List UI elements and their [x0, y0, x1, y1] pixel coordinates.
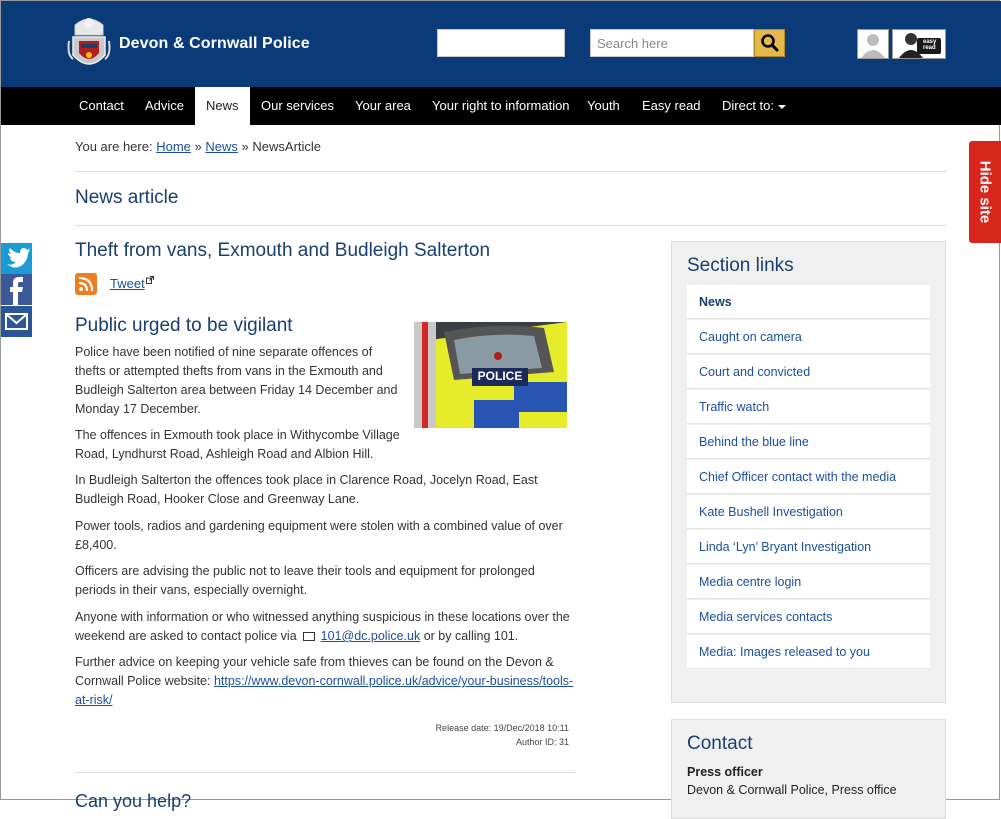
section-link-traffic-watch[interactable]: Traffic watch: [687, 390, 930, 424]
rss-feed-button[interactable]: [75, 273, 97, 295]
article-paragraph: [75, 653, 580, 710]
section-link-court-and-convicted[interactable]: Court and convicted: [687, 355, 930, 389]
section-link-media-images[interactable]: Media: Images released to you: [687, 635, 930, 669]
tweet-link[interactable]: Tweet: [110, 276, 145, 291]
nav-your-area[interactable]: Your area: [355, 98, 411, 113]
nav-youth[interactable]: Youth: [587, 98, 620, 113]
page-title: News article: [75, 187, 179, 208]
article-paragraph: Officers are advising the public not to leave their tools and equipment for prolonged periods in their vans, especially overnight.: [75, 564, 535, 597]
article-paragraph: Power tools, radios and gardening equipment were stolen with a combined value of over £8,400.: [75, 519, 563, 552]
can-you-help-heading: Can you help?: [75, 791, 192, 811]
nav-easy-read[interactable]: Easy read: [642, 98, 701, 113]
mail-icon: [1, 306, 32, 337]
press-officer-label: Press officer: [687, 765, 763, 779]
user-icon: [858, 30, 888, 58]
translate-box[interactable]: [437, 29, 565, 57]
article-paragraph: Police have been notified of nine separate offences of thefts or attempted thefts from vans in the Exmouth and Budleigh Salterton area between Friday 14 December and Monday 17 December.: [75, 345, 398, 416]
breadcrumb-separator: »: [194, 139, 202, 154]
police-car-image: [414, 322, 567, 428]
share-email-button[interactable]: [1, 306, 32, 337]
section-link-media-centre-login[interactable]: Media centre login: [687, 565, 930, 599]
nav-advice[interactable]: Advice: [145, 98, 185, 113]
press-officer-value: Devon & Cornwall Police, Press office: [687, 783, 897, 797]
article-paragraph: The offences in Exmouth took place in Withycombe Village Road, Lyndhurst Road, Ashleigh Road and Albion Hill.: [75, 428, 400, 461]
contact-text-end: or by calling 101.: [423, 629, 519, 643]
divider: [75, 772, 575, 773]
police-livery-text: POLICE: [477, 369, 523, 383]
divider: [75, 171, 947, 172]
section-link-media-services-contacts[interactable]: Media services contacts: [687, 600, 930, 634]
share-twitter-button[interactable]: [1, 243, 32, 274]
easy-read-label: easy read: [923, 39, 937, 51]
caret-down-icon: [778, 105, 786, 109]
section-link-chief-officer-media[interactable]: Chief Officer contact with the media: [687, 460, 930, 494]
contact-text: Anyone with information or who witnessed anything suspicious in these locations over the weekend are asked to contact police via: [75, 610, 570, 643]
release-date: Release date: 19/Dec/2018 10:11: [435, 723, 569, 733]
facebook-icon: [1, 274, 32, 305]
article-paragraph: In Budleigh Salterton the offences took place in Clarence Road, Jocelyn Road, East Budleigh Road, Hooker Close and Greenway Lane.: [75, 473, 538, 506]
site-header: [1, 1, 1001, 87]
police-crest-logo[interactable]: [67, 15, 111, 75]
search-icon: [755, 30, 784, 56]
breadcrumb-news-link[interactable]: News: [205, 139, 238, 154]
email-link[interactable]: 101@dc.police.uk: [320, 629, 421, 643]
advice-link[interactable]: https://www.devon-cornwall.police.uk/advice/your-business/tools-at-risk/: [75, 674, 574, 707]
breadcrumb-home-link[interactable]: Home: [156, 139, 191, 154]
breadcrumb-prefix: You are here:: [75, 139, 153, 154]
search-button[interactable]: [754, 29, 785, 57]
hide-site-button[interactable]: [969, 141, 1001, 243]
twitter-icon: [1, 243, 32, 274]
account-avatar[interactable]: [857, 29, 889, 59]
envelope-icon: [303, 632, 315, 641]
article-title: Theft from vans, Exmouth and Budleigh Salterton: [75, 240, 491, 261]
site-brand-name[interactable]: Devon & Cornwall Police: [119, 35, 310, 52]
breadcrumb-separator: »: [241, 139, 249, 154]
section-link-linda-bryant[interactable]: Linda ‘Lyn’ Bryant Investigation: [687, 530, 930, 564]
nav-direct-to-label: Direct to:: [722, 98, 775, 113]
external-link-icon: [146, 276, 154, 284]
easy-read-button[interactable]: [892, 29, 946, 59]
contact-title: Contact: [687, 733, 753, 754]
divider: [75, 225, 947, 226]
author-id: Author ID: 31: [515, 737, 569, 747]
section-link-kate-bushell[interactable]: Kate Bushell Investigation: [687, 495, 930, 529]
hide-site-label: Hide site: [976, 160, 994, 224]
nav-contact[interactable]: Contact: [79, 98, 124, 113]
section-links-title: Section links: [687, 255, 794, 276]
breadcrumb: [75, 139, 321, 154]
nav-our-services[interactable]: Our services: [261, 98, 334, 113]
article-subheading: Public urged to be vigilant: [75, 315, 293, 336]
section-link-behind-the-blue-line[interactable]: Behind the blue line: [687, 425, 930, 459]
nav-right-to-information[interactable]: Your right to information: [432, 98, 570, 113]
nav-direct-to-dropdown[interactable]: [711, 87, 797, 125]
section-link-caught-on-camera[interactable]: Caught on camera: [687, 320, 930, 354]
section-link-news[interactable]: News: [687, 285, 930, 319]
advice-text: Further advice on keeping your vehicle safe from thieves can be found on the Devon & Cornwall Police website:: [75, 655, 554, 688]
nav-news[interactable]: News: [195, 87, 250, 125]
rss-icon: [75, 273, 97, 295]
breadcrumb-current: NewsArticle: [252, 139, 322, 154]
main-nav: [1, 87, 1001, 125]
share-facebook-button[interactable]: [1, 274, 32, 305]
search-input[interactable]: [590, 29, 754, 57]
article-paragraph: [75, 608, 575, 646]
